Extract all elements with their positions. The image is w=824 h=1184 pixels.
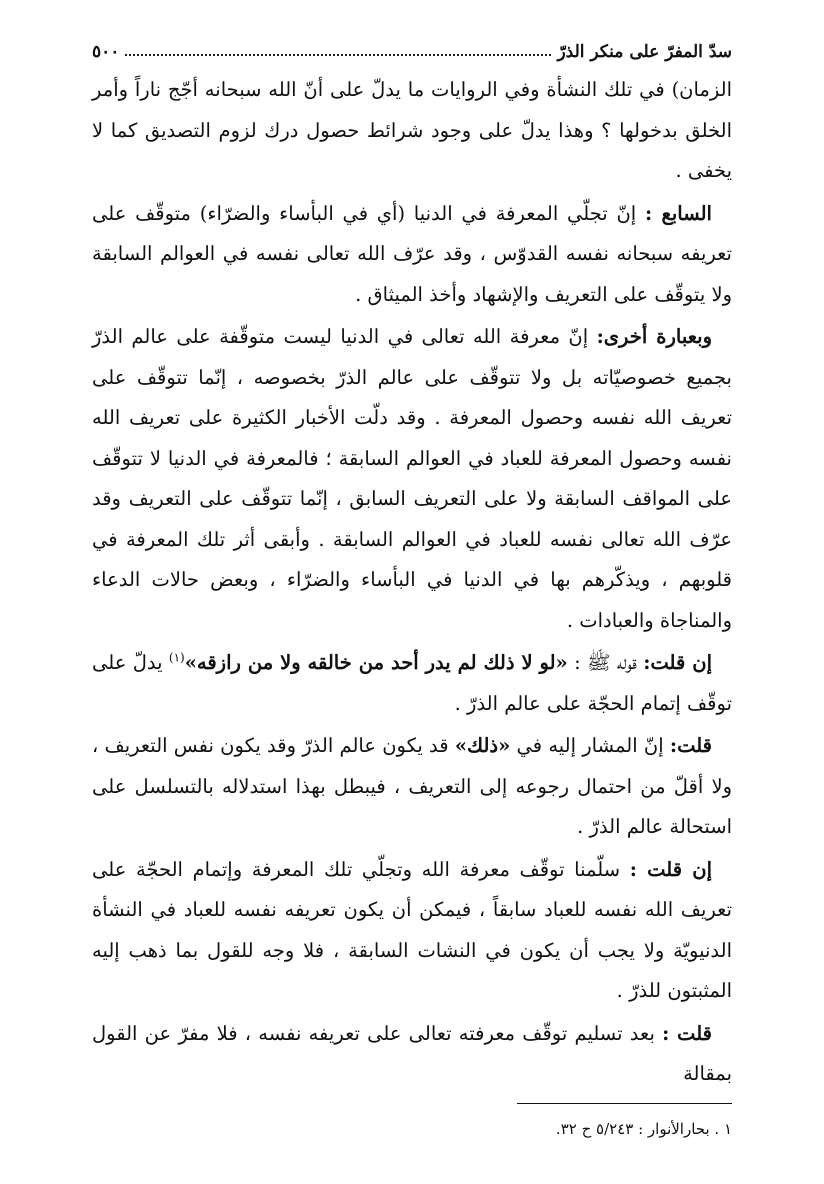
paragraph-text: إنّ معرفة الله تعالى في الدنيا ليست متوقّفة على عالم الذرّ بجميع خصوصيّاته بل ولا تتوقّف على عالم الذرّ بخصوصه ، إنّما تتوقّف على تعريف الله نفسه وحصول المعرفة . وقد دلّت الأخبار الكثيرة على تعريف الله نفسه وحصول المعرفة للعباد في العوالم السابقة ؛ فالمعرفة في الدنيا لا تتوقّف على المواقف السابقة ولا على التعريف السابق ، إنّما تتوقّف على التعريف وقد عرّف الله تعالى نفسه للعباد في العوالم السابقة . وأبقى أثر تلك المعرفة في قلوبهم ، ويذكّرهم بها في الدنيا في البأساء والضرّاء ، وبعض حالات الدعاء والمناجاة والعبادات .: [92, 325, 732, 632]
paragraph-lead: وبعبارة أخرى:: [596, 325, 712, 348]
paragraph-text: قد يكون عالم الذرّ وقد يكون نفس التعريف ، ولا أقلّ من احتمال رجوعه إلى التعريف ، فيبطل بهذا استدلاله بالتسلسل على استحالة عالم الذرّ .: [92, 734, 732, 838]
page-number: ٥٠٠: [92, 42, 120, 62]
paragraph-text: إنّ المشار إليه في: [510, 734, 670, 757]
paragraph-lead: قلت:: [669, 734, 712, 757]
paragraph-text: قوله ﷺ :: [567, 651, 644, 674]
running-header: [92, 32, 732, 62]
footnote-separator: [517, 1103, 732, 1104]
header-title: سدّ المفرّ على منكر الذرّ: [557, 42, 732, 62]
paragraph-3: [92, 317, 732, 641]
paragraph-lead: قلت :: [662, 1021, 712, 1045]
footnote-reference[interactable]: (١): [168, 650, 185, 665]
paragraph-lead: إن قلت:: [643, 651, 712, 674]
paragraph-lead: إن قلت :: [629, 857, 712, 881]
body-text: [92, 70, 732, 1097]
paragraph-5: [92, 726, 732, 848]
paragraph-4: [92, 643, 732, 724]
footnote: [92, 1118, 732, 1140]
paragraph-7: [92, 1014, 732, 1095]
quoted-term: «ذلك»: [454, 734, 511, 757]
paragraph-text: سلّمنا توقّف معرفة الله وتجلّي تلك المعرفة وإتمام الحجّة على تعريف الله نفسه للعباد سابقاً ، فيمكن أن يكون تعريفه نفسه للعباد في النشأة الدنيويّة ولا يجب أن يكون في النشات السابقة ، فلا وجه للقول بما ذهب إليه المثبتون للذرّ .: [92, 857, 732, 1002]
footnote-text: ١ . بحارالأنوار : ٥/٢٤٣ ح ٣٢.: [555, 1120, 732, 1138]
paragraph-lead: السابع :: [644, 201, 712, 225]
header-leader-dots: [125, 53, 551, 56]
paragraph-text: إنّ تجلّي المعرفة في الدنيا (أي في البأساء والضرّاء) متوقّف على تعريفه سبحانه نفسه القدوّس ، وقد عرّف الله تعالى نفسه في العوالم السابقة ولا يتوقّف على التعريف والإشهاد وأخذ الميثاق .: [92, 201, 732, 306]
hadith-quote: «لو لا ذلك لم يدر أحد من خالقه ولا من رازقه»: [184, 651, 568, 674]
paragraph-text: الزمان) في تلك النشأة وفي الروايات ما يدلّ على أنّ الله سبحانه أجّج ناراً وأمر الخلق بدخولها ؟ وهذا يدلّ على وجود شرائط حصول درك لزوم التصديق كما لا يخفى .: [92, 78, 732, 182]
paragraph-text: يدلّ على توقّف إتمام الحجّة على عالم الذرّ .: [92, 651, 732, 715]
paragraph-6: [92, 850, 732, 1012]
paragraph-text: بعد تسليم توقّف معرفته تعالى على تعريفه نفسه ، فلا مفرّ عن القول بمقالة: [92, 1021, 732, 1085]
paragraph-1: [92, 70, 732, 192]
paragraph-2: [92, 194, 732, 316]
